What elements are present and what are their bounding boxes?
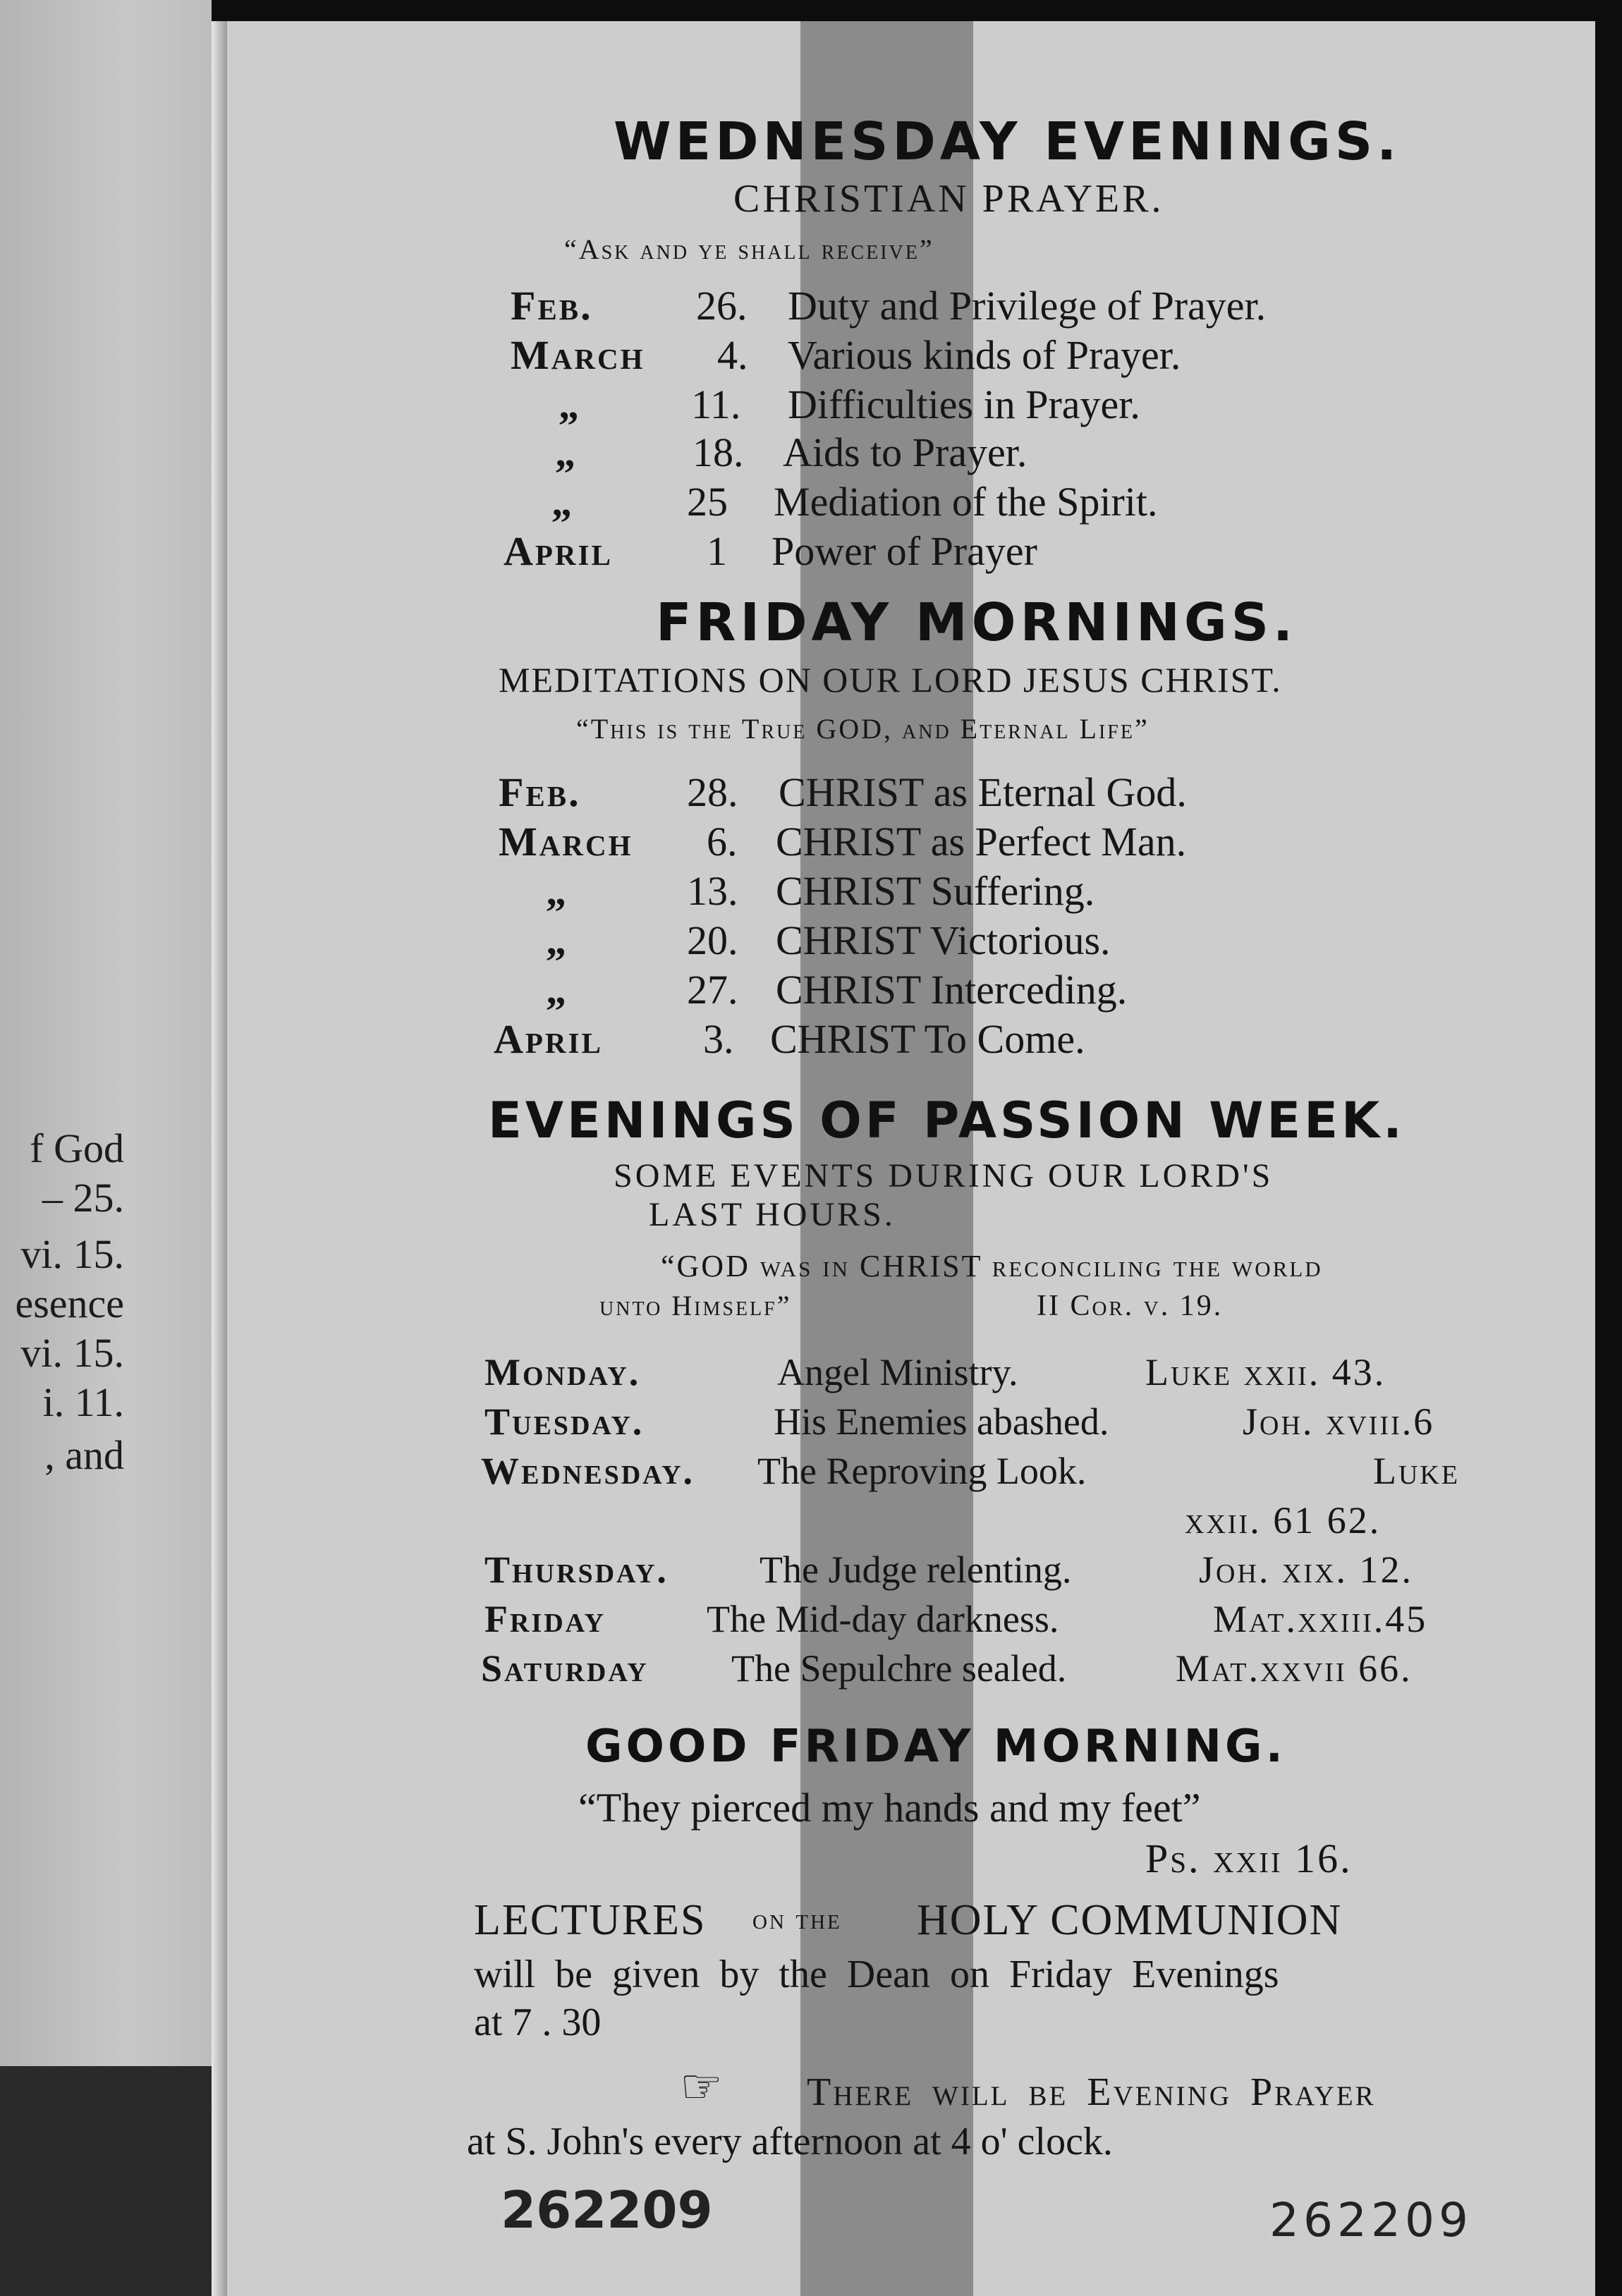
schedule-month: „ <box>546 868 568 914</box>
schedule-day: 4. <box>717 332 748 378</box>
schedule-day: 20. <box>687 917 738 963</box>
schedule-day: 27. <box>687 967 738 1013</box>
schedule-month: „ <box>559 381 581 427</box>
passion-ref: Mat.xxvii 66. <box>1176 1647 1413 1690</box>
wednesday-subheading: CHRISTIAN PRAYER. <box>733 177 1164 221</box>
schedule-topic: CHRIST Interceding. <box>776 967 1128 1013</box>
passion-day: Tuesday. <box>484 1400 645 1443</box>
adjacent-page-strip <box>0 0 212 2066</box>
schedule-month: April <box>494 1016 603 1062</box>
lectures-title: LECTURES <box>474 1896 707 1944</box>
schedule-month: March <box>511 332 645 378</box>
document-content <box>227 21 1595 2296</box>
page-fold <box>212 21 227 2296</box>
schedule-month: „ <box>546 917 568 963</box>
good-friday-quote: “They pierced my hands and my feet” <box>578 1785 1201 1831</box>
passion-event: Angel Ministry. <box>777 1351 1018 1393</box>
pointing-hand-icon: ☞ <box>680 2059 723 2115</box>
schedule-topic: Power of Prayer <box>772 528 1037 574</box>
wednesday-text: “Ask and ye shall receive” <box>564 233 934 265</box>
passion-ref: Luke xxii. 43. <box>1145 1351 1386 1393</box>
left-fragment: , and <box>44 1432 124 1478</box>
passion-ref: Luke <box>1373 1450 1461 1492</box>
passion-subheading-line2: LAST HOURS. <box>649 1196 896 1233</box>
notice-line1: There will be Evening Prayer <box>807 2070 1376 2114</box>
schedule-topic: CHRIST To Come. <box>770 1016 1085 1062</box>
schedule-topic: Aids to Prayer. <box>783 429 1028 475</box>
passion-ref: Joh. xix. 12. <box>1199 1549 1413 1591</box>
schedule-month: „ <box>546 967 568 1013</box>
schedule-topic: Difficulties in Prayer. <box>788 381 1140 427</box>
passion-ref: Mat.xxiii.45 <box>1213 1598 1428 1640</box>
schedule-day: 3. <box>703 1016 734 1062</box>
schedule-topic: CHRIST Suffering. <box>776 868 1095 914</box>
passion-day: Friday <box>484 1598 606 1640</box>
schedule-topic: CHRIST Victorious. <box>776 917 1111 963</box>
passion-ref-continued: xxii. 61 62. <box>1185 1499 1382 1541</box>
schedule-month: Feb. <box>511 283 593 329</box>
passion-ref: Joh. xviii.6 <box>1243 1400 1435 1443</box>
notice-line2: at S. John's every afternoon at 4 o' clock. <box>467 2120 1113 2163</box>
passion-event: His Enemies abashed. <box>774 1400 1109 1443</box>
stamp-number: 262209 <box>501 2180 713 2240</box>
left-fragment: – 25. <box>42 1175 124 1221</box>
schedule-topic: Various kinds of Prayer. <box>788 332 1181 378</box>
schedule-day: 28. <box>687 769 738 815</box>
passion-subheading-line1: SOME EVENTS DURING OUR LORD'S <box>614 1157 1274 1195</box>
passion-event: The Mid-day darkness. <box>707 1598 1059 1640</box>
good-friday-heading: GOOD FRIDAY MORNING. <box>585 1721 1286 1773</box>
schedule-day: 1 <box>707 528 727 574</box>
passion-day: Monday. <box>484 1351 641 1393</box>
passion-text-ref: II Cor. v. 19. <box>1037 1290 1224 1322</box>
passion-day: Saturday <box>481 1647 649 1690</box>
left-fragment: vi. 15. <box>20 1231 124 1277</box>
left-fragment: esence <box>15 1281 124 1326</box>
friday-subheading: MEDITATIONS ON OUR LORD JESUS CHRIST. <box>499 660 1282 700</box>
passion-heading: EVENINGS OF PASSION WEEK. <box>488 1092 1405 1149</box>
left-fragment: vi. 15. <box>20 1330 124 1376</box>
lectures-line3: at 7 . 30 <box>474 2001 602 2044</box>
wednesday-heading: WEDNESDAY EVENINGS. <box>614 111 1401 172</box>
schedule-day: 6. <box>707 819 738 865</box>
passion-text-line1: “GOD was in CHRIST reconciling the world <box>661 1249 1323 1283</box>
schedule-month: April <box>504 528 613 574</box>
passion-day: Thursday. <box>484 1549 669 1591</box>
schedule-month: „ <box>551 479 574 525</box>
schedule-month: Feb. <box>499 769 581 815</box>
lectures-on-the: on the <box>752 1903 842 1936</box>
left-fragment: i. 11. <box>42 1379 124 1425</box>
passion-event: The Sepulchre sealed. <box>731 1647 1067 1690</box>
passion-event: The Reproving Look. <box>757 1450 1087 1492</box>
schedule-topic: Mediation of the Spirit. <box>774 479 1158 525</box>
schedule-topic: CHRIST as Eternal God. <box>779 769 1187 815</box>
left-fragment: f God <box>30 1125 124 1171</box>
friday-heading: FRIDAY MORNINGS. <box>656 592 1298 653</box>
passion-day: Wednesday. <box>481 1450 695 1492</box>
passion-text-line2: unto Himself” <box>599 1290 792 1321</box>
schedule-topic: Duty and Privilege of Prayer. <box>788 283 1267 329</box>
lectures-subject: HOLY COMMUNION <box>917 1896 1343 1944</box>
schedule-day: 18. <box>693 429 744 475</box>
schedule-month: „ <box>555 429 578 475</box>
friday-text: “This is the True GOD, and Eternal Life” <box>576 713 1150 745</box>
schedule-day: 11. <box>691 381 741 427</box>
schedule-day: 25 <box>687 479 728 525</box>
schedule-topic: CHRIST as Perfect Man. <box>776 819 1187 865</box>
handwritten-number: 262209 <box>1269 2193 1472 2247</box>
schedule-day: 13. <box>687 868 738 914</box>
good-friday-ref: Ps. xxii 16. <box>1145 1836 1353 1881</box>
schedule-day: 26. <box>696 283 748 329</box>
schedule-month: March <box>499 819 633 865</box>
passion-event: The Judge relenting. <box>760 1549 1072 1591</box>
lectures-line2: will be given by the Dean on Friday Evenings <box>474 1953 1279 1996</box>
